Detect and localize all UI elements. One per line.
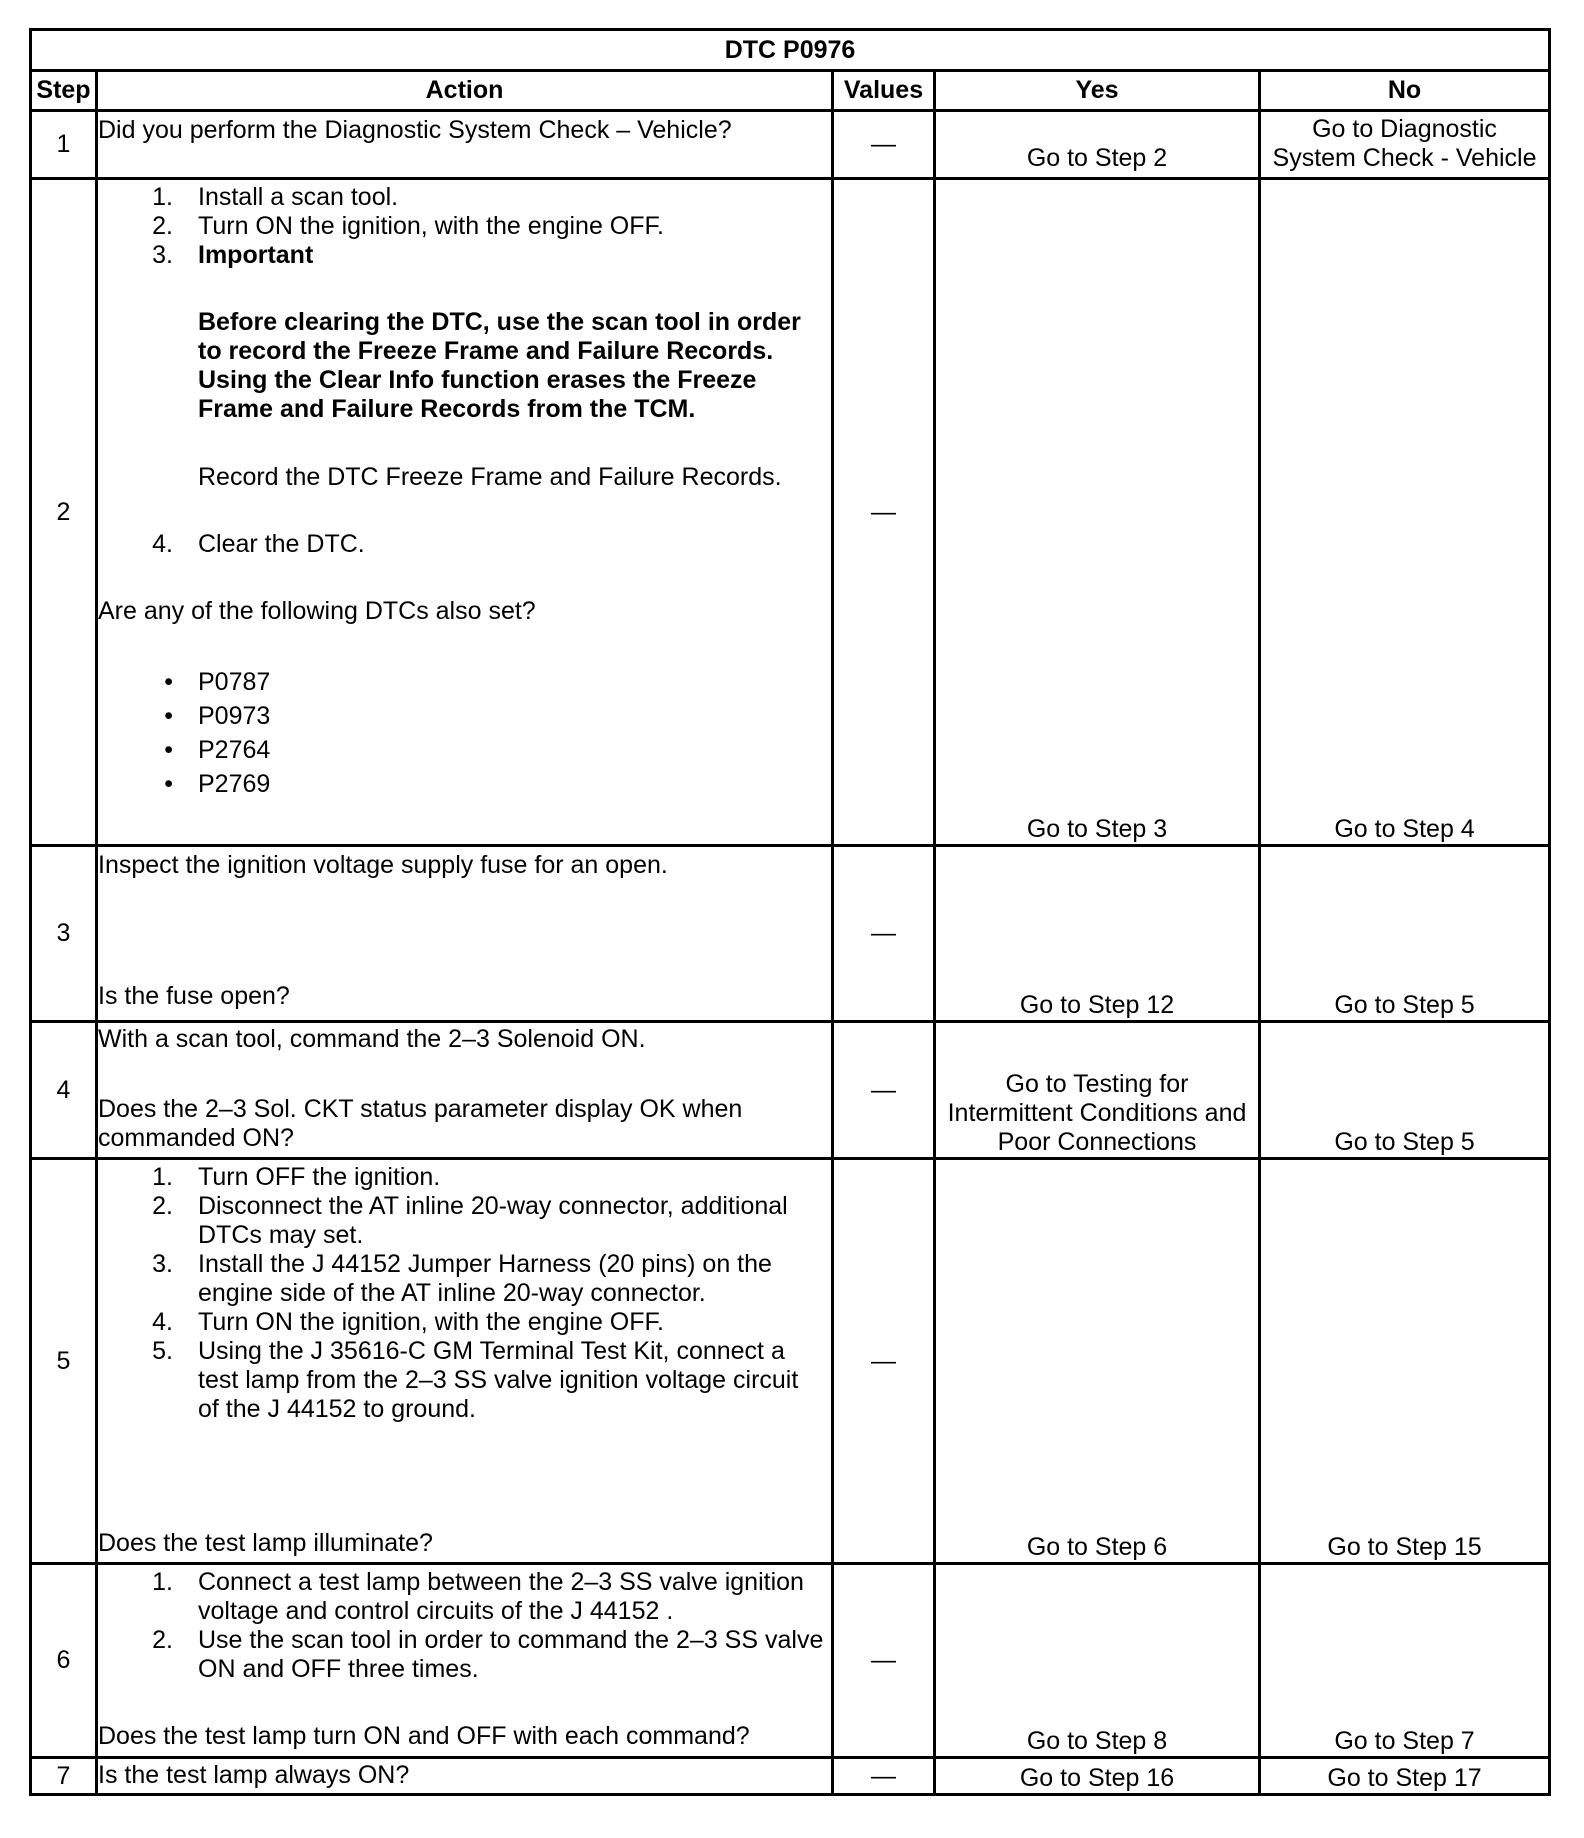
dtc-code-list <box>98 668 831 799</box>
list-item <box>98 736 831 765</box>
item-line: of the J 44152 to ground. <box>198 1395 476 1423</box>
list-item <box>98 1337 831 1424</box>
yes-line: Intermittent Conditions and <box>947 1099 1247 1127</box>
item-line: voltage and control circuits of the J 44152 . <box>198 1597 674 1625</box>
item-number: 1. <box>152 183 173 211</box>
procedure-list <box>98 1568 831 1684</box>
values-cell: — <box>833 1022 935 1159</box>
note-line: Using the Clear Info function erases the Freeze <box>198 366 757 394</box>
col-header-yes: Yes <box>935 71 1260 111</box>
values-cell: — <box>833 846 935 1022</box>
col-header-action: Action <box>97 71 833 111</box>
step-number: 4 <box>31 1022 97 1159</box>
action-text: Inspect the ignition voltage supply fuse for an open. <box>98 851 668 879</box>
item-number: 2. <box>152 212 173 240</box>
item-text <box>198 1337 831 1424</box>
list-item <box>98 1192 831 1250</box>
important-label: Important <box>198 241 314 269</box>
item-text <box>198 1568 831 1626</box>
yes-line: Poor Connections <box>997 1128 1197 1156</box>
action-cell <box>97 179 833 846</box>
action-cell <box>97 1022 833 1159</box>
table-title: DTC P0976 <box>31 30 1550 71</box>
yes-cell <box>935 1022 1260 1159</box>
action-content <box>98 1163 831 1558</box>
list-item <box>98 212 831 241</box>
item-number: 3. <box>152 241 173 269</box>
yes-cell: Go to Step 6 <box>935 1159 1260 1564</box>
no-cell: Go to Step 5 <box>1260 846 1550 1022</box>
action-content <box>98 851 831 1011</box>
action-question: Does the test lamp turn ON and OFF with each command? <box>98 1722 750 1750</box>
step-number: 6 <box>31 1564 97 1758</box>
bullet: • <box>164 736 173 764</box>
action-cell <box>97 1159 833 1564</box>
dtc-code: P2764 <box>198 736 271 764</box>
yes-cell: Go to Step 2 <box>935 111 1260 179</box>
item-line: test lamp from the 2–3 SS valve ignition voltage circuit <box>198 1366 799 1394</box>
action-question: Is the fuse open? <box>98 982 290 1010</box>
no-line: Go to Diagnostic <box>1312 115 1497 143</box>
yes-cell: Go to Step 8 <box>935 1564 1260 1758</box>
item-line: engine side of the AT inline 20-way connector. <box>198 1279 706 1307</box>
col-header-step: Step <box>31 71 97 111</box>
yes-cell: Go to Step 3 <box>935 179 1260 846</box>
no-cell: Go to Step 7 <box>1260 1564 1550 1758</box>
list-item <box>98 1626 831 1684</box>
list-item <box>98 702 831 731</box>
table-row-step-2 <box>31 179 1550 846</box>
no-cell: Go to Step 15 <box>1260 1159 1550 1564</box>
action-text: With a scan tool, command the 2–3 Solenoid ON. <box>98 1025 646 1053</box>
action-cell <box>97 1564 833 1758</box>
list-item <box>98 770 831 799</box>
col-header-no: No <box>1260 71 1550 111</box>
list-item <box>98 1568 831 1626</box>
action-cell <box>97 846 833 1022</box>
note-line: Before clearing the DTC, use the scan tool in order <box>198 308 801 336</box>
item-line: Using the J 35616-C GM Terminal Test Kit, connect a <box>198 1337 785 1365</box>
item-number: 1. <box>152 1163 173 1191</box>
bullet: • <box>164 702 173 730</box>
question-line: commanded ON? <box>98 1124 294 1152</box>
no-cell: Go to Step 17 <box>1260 1758 1550 1795</box>
values-cell: — <box>833 1564 935 1758</box>
item-number: 2. <box>152 1626 173 1654</box>
item-number: 1. <box>152 1568 173 1596</box>
no-cell: Go to Step 5 <box>1260 1022 1550 1159</box>
item-line: Use the scan tool in order to command the 2–3 SS valve <box>198 1626 824 1654</box>
action-content <box>98 1568 831 1751</box>
step-number: 5 <box>31 1159 97 1564</box>
item-text <box>198 1192 831 1250</box>
item-line: DTCs may set. <box>198 1221 364 1249</box>
note-line: to record the Freeze Frame and Failure Records. <box>198 337 774 365</box>
yes-cell: Go to Step 12 <box>935 846 1260 1022</box>
header-row <box>31 71 1550 111</box>
item-text: Clear the DTC. <box>198 530 365 558</box>
step-number: 2 <box>31 179 97 846</box>
values-cell: — <box>833 1159 935 1564</box>
yes-cell: Go to Step 16 <box>935 1758 1260 1795</box>
important-note <box>98 308 831 424</box>
bullet: • <box>164 668 173 696</box>
table-row-step-3 <box>31 846 1550 1022</box>
item-text: Install a scan tool. <box>198 183 399 211</box>
item-text: Turn OFF the ignition. <box>198 1163 441 1191</box>
action-question: Is the test lamp always ON? <box>98 1761 410 1789</box>
values-cell: — <box>833 111 935 179</box>
action-content <box>98 1025 831 1153</box>
action-question: Are any of the following DTCs also set? <box>98 597 536 625</box>
list-item <box>98 1308 831 1337</box>
item-text <box>198 1626 831 1684</box>
item-text: Turn ON the ignition, with the engine OFF. <box>198 212 664 240</box>
list-item <box>98 1250 831 1308</box>
action-cell <box>97 111 833 179</box>
item-number: 4. <box>152 530 173 558</box>
item-number: 4. <box>152 1308 173 1336</box>
list-item <box>98 530 831 559</box>
action-question: Did you perform the Diagnostic System Check – Vehicle? <box>98 116 732 144</box>
table-row-step-6 <box>31 1564 1550 1758</box>
list-item <box>98 668 831 697</box>
table-row-step-5 <box>31 1159 1550 1564</box>
values-cell: — <box>833 1758 935 1795</box>
action-question <box>98 1095 831 1153</box>
procedure-list <box>98 1163 831 1424</box>
no-line: System Check - Vehicle <box>1272 144 1537 172</box>
col-header-values: Values <box>833 71 935 111</box>
table-row-step-7 <box>31 1758 1550 1795</box>
item-line: ON and OFF three times. <box>198 1655 479 1683</box>
item-number: 3. <box>152 1250 173 1278</box>
note-line: Frame and Failure Records from the TCM. <box>198 395 696 423</box>
dtc-table <box>29 28 1551 1796</box>
item-line: Connect a test lamp between the 2–3 SS valve ignition <box>198 1568 804 1596</box>
no-cell: Go to Step 4 <box>1260 179 1550 846</box>
step-number: 3 <box>31 846 97 1022</box>
item-line: Install the J 44152 Jumper Harness (20 pins) on the <box>198 1250 772 1278</box>
values-cell: — <box>833 179 935 846</box>
question-line: Does the 2–3 Sol. CKT status parameter display OK when <box>98 1095 743 1123</box>
item-text: Turn ON the ignition, with the engine OFF. <box>198 1308 664 1336</box>
no-cell <box>1260 111 1550 179</box>
bullet: • <box>164 770 173 798</box>
yes-line: Go to Testing for <box>1005 1070 1189 1098</box>
item-number: 5. <box>152 1337 173 1365</box>
record-instruction: Record the DTC Freeze Frame and Failure Records. <box>198 463 782 491</box>
action-question: Does the test lamp illuminate? <box>98 1529 433 1557</box>
table-row-step-1 <box>31 111 1550 179</box>
dtc-code: P0973 <box>198 702 271 730</box>
item-number: 2. <box>152 1192 173 1220</box>
dtc-code: P0787 <box>198 668 271 696</box>
item-text <box>198 1250 831 1308</box>
list-item <box>98 241 831 270</box>
table-row-step-4 <box>31 1022 1550 1159</box>
list-item <box>98 1163 831 1192</box>
dtc-code: P2769 <box>198 770 271 798</box>
step-number: 1 <box>31 111 97 179</box>
step-number: 7 <box>31 1758 97 1795</box>
list-item <box>98 183 831 212</box>
action-cell <box>97 1758 833 1795</box>
item-line: Disconnect the AT inline 20-way connector, additional <box>198 1192 788 1220</box>
